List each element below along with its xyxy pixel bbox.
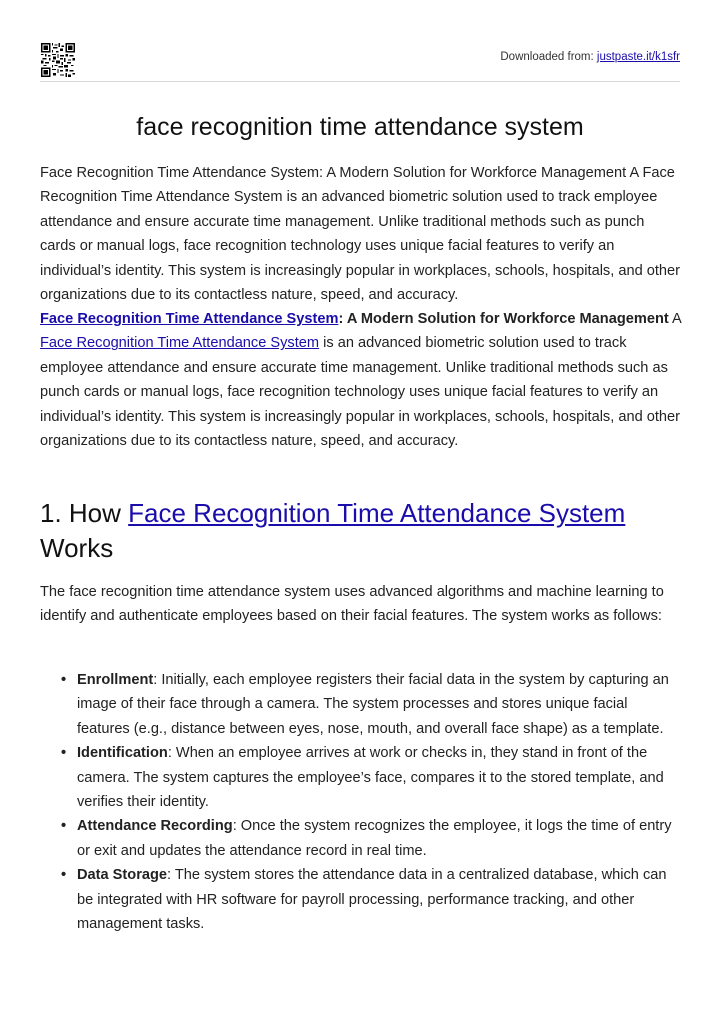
section-intro [40, 580, 682, 629]
list-item [40, 814, 682, 863]
list-item-term: Enrollment [77, 672, 154, 688]
bullet-icon: • [61, 867, 67, 884]
heading-prefix: 1. How [40, 498, 129, 528]
heading-suffix: Works [40, 532, 114, 563]
steps-list [40, 668, 682, 936]
list-item-text: : The system stores the attendance data in a centralized database, which can be integrated with HR software for payroll processing, performance tracking, and other management tasks. [77, 867, 667, 933]
bullet-icon: • [61, 818, 67, 835]
download-source [500, 51, 680, 63]
second-paragraph [40, 307, 682, 453]
bullet-icon: • [61, 745, 67, 762]
paragraph-text: A [668, 311, 681, 327]
qr-code-icon [41, 43, 75, 77]
inline-link-face-recognition[interactable]: Face Recognition Time Attendance System [40, 335, 320, 352]
header-divider [40, 81, 680, 82]
downloaded-label: Downloaded from: [500, 51, 594, 63]
section-heading [40, 496, 660, 565]
list-item-term: Identification [77, 745, 168, 762]
source-link[interactable]: justpaste.it/k1sfr [596, 51, 680, 63]
list-item [40, 741, 682, 814]
paragraph-text: is an advanced biometric solution used to track employee attendance and ensure accurate time management. Unlike traditional methods such as punch cards or manual logs, face recognition technology uses unique facial features to verify an individual’s identity. This system is increasingly popular in workplaces, schools, hospitals, and other organizations due to its contactless nature, speed, and accuracy. [40, 335, 681, 450]
paragraph-text: The face recognition time attendance system uses advanced algorithms and machine learning to identify and authenticate employees based on their facial features. The system works as follows: [40, 584, 664, 625]
page-title: face recognition time attendance system [136, 113, 584, 141]
paragraph-text: Face Recognition Time Attendance System: A Modern Solution for Workforce Management A Face Recognition Time Attendance System is an advanced biometric solution used to track employee attendance and ensure accurate time management. Unlike traditional methods such as punch cards or manual logs, face recognition technology uses unique facial features to verify an individual’s identity. This system is increasingly popular in workplaces, schools, hospitals, and other organizations due to its contactless nature, speed, and accuracy. [40, 165, 681, 304]
list-item-term: Data Storage [77, 867, 168, 884]
bold-heading-text: : A Modern Solution for Workforce Management [338, 311, 669, 327]
list-item-text: : Initially, each employee registers their facial data in the system by capturing an image of their face through a camera. The system processes and stores unique facial features (e.g., distance between eyes, nose, mouth, and overall face shape) as a template. [77, 672, 669, 737]
heading-link[interactable]: Face Recognition Time Attendance System [128, 498, 626, 528]
list-item-text: : When an employee arrives at work or checks in, they stand in front of the camera. The system captures the employee’s face, compares it to the stored template, and verifies their identity. [77, 745, 664, 811]
list-item-term: Attendance Recording [77, 818, 233, 835]
list-item-text: : Once the system recognizes the employee, it logs the time of entry or exit and updates the attendance record in real time. [77, 818, 672, 859]
inline-link-face-recognition[interactable]: Face Recognition Time Attendance System [40, 311, 339, 327]
intro-paragraph [40, 161, 682, 307]
list-item [40, 863, 682, 936]
list-item [40, 668, 682, 741]
bullet-icon: • [61, 672, 67, 688]
